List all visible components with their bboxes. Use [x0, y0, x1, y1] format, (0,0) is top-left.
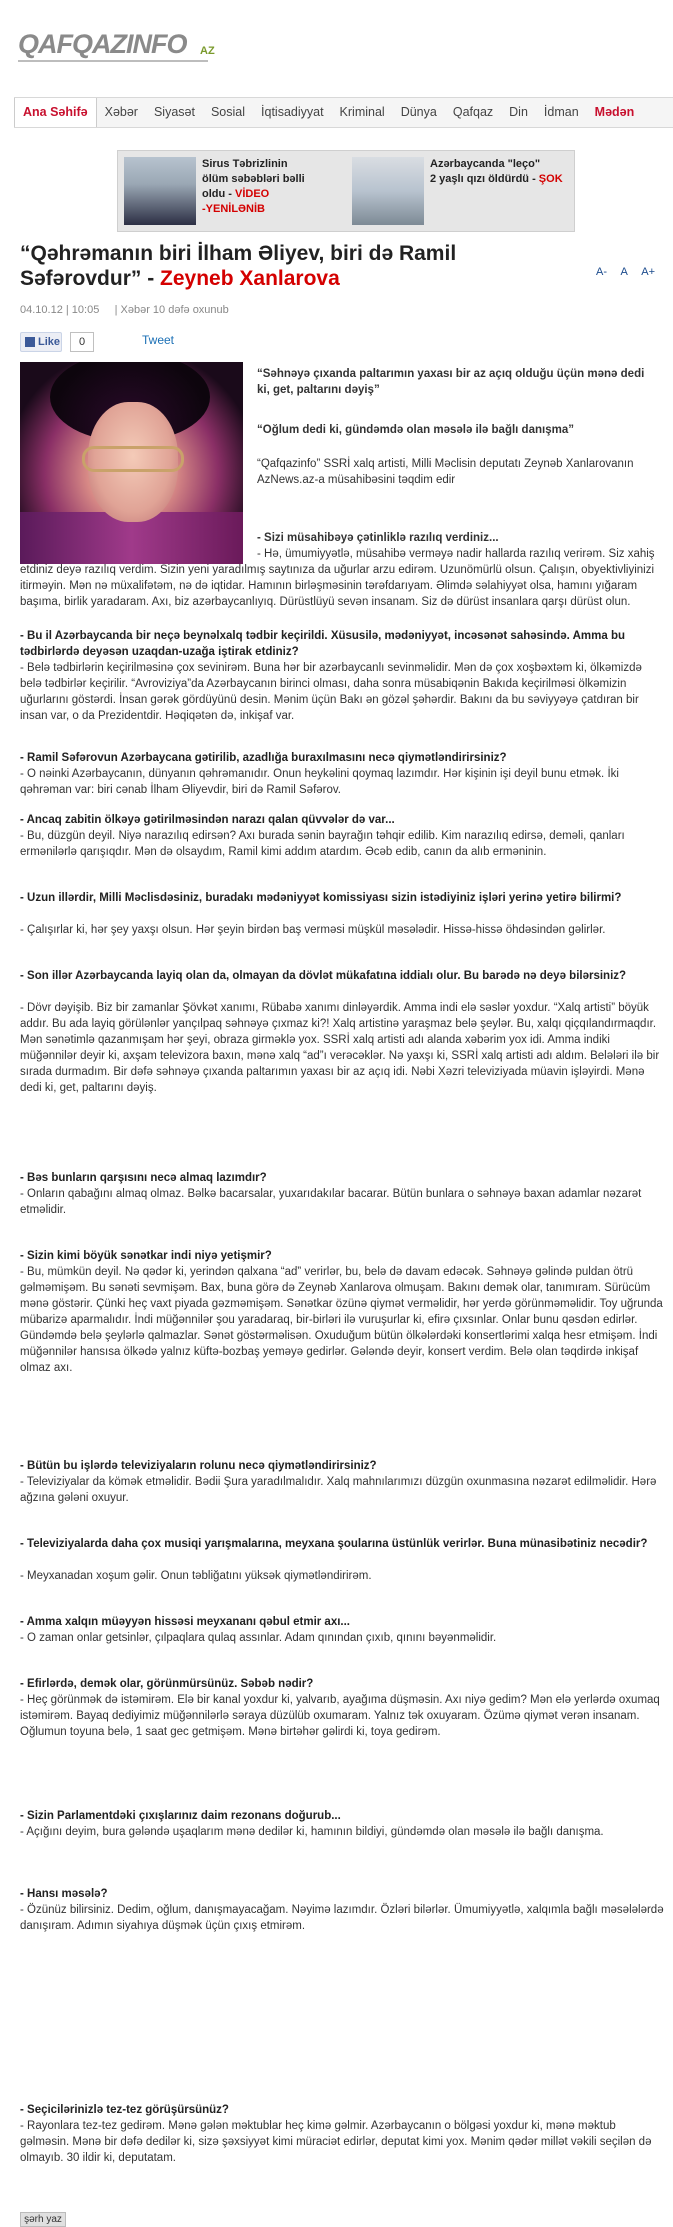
- font-increase-button[interactable]: A+: [641, 266, 656, 278]
- update-tag: -YENİLƏNİB: [202, 203, 265, 215]
- main-navigation: [14, 97, 673, 128]
- banner-news-left[interactable]: [118, 151, 346, 231]
- comment-button[interactable]: şərh yaz: [20, 2212, 66, 2227]
- nav-item-social[interactable]: Sosial: [210, 105, 246, 119]
- nav-item-home[interactable]: Ana Səhifə: [14, 98, 97, 127]
- answer-7: - Onların qabağını almaq olmaz. Bəlkə bacarsalar, yuxarıdakılar bacarar. Bütün bunlara o səhnəyə baxan adamlar nəzarət etməlidir.: [20, 1188, 642, 1216]
- question-6: - Son illər Azərbaycanda layiq olan da, olmayan da dövlət mükafatına iddialı olur. Bu barədə nə deyə bilərsiniz?: [20, 970, 627, 982]
- question-12: - Efirlərdə, demək olar, görünmürsünüz. Səbəb nədir?: [20, 1678, 314, 1690]
- nav-item-culture[interactable]: Mədən: [594, 105, 635, 119]
- question-7: - Bəs bunların qarşısını necə almaq lazımdır?: [20, 1172, 267, 1184]
- photo-glasses: [82, 446, 184, 472]
- article-views: | Xəbər 10 dəfə oxunub: [114, 304, 229, 316]
- shock-tag: ŞOK: [538, 173, 563, 185]
- nav-item-politics[interactable]: Siyasət: [153, 105, 195, 119]
- intro-quote-1: “Səhnəyə çıxanda paltarımın yaxası bir az açıq olduğu üçün mənə dedi ki, get, paltarını dəyiş”: [257, 368, 645, 396]
- facebook-like-button[interactable]: [20, 332, 62, 352]
- answer-10: - Meyxanadan xoşum gəlir. Onun təbliğatını yüksək qiymətləndirirəm.: [20, 1570, 372, 1582]
- question-15: - Seçicilərinizlə tez-tez görüşürsünüz?: [20, 2104, 229, 2116]
- article-title: [20, 241, 580, 291]
- question-11: - Amma xalqın müəyyən hissəsi meyxananı qəbul etmir axı...: [20, 1616, 351, 1628]
- top-news-banner: [117, 150, 575, 232]
- nav-item-caucasus[interactable]: Qafqaz: [452, 105, 494, 119]
- tweet-button[interactable]: Tweet: [142, 333, 175, 347]
- font-decrease-button[interactable]: A-: [596, 266, 607, 278]
- banner-news-right[interactable]: [346, 151, 574, 231]
- banner-thumbnail-left[interactable]: [124, 157, 196, 225]
- logo-text: QAFQAZINFO: [18, 29, 187, 59]
- question-2: - Bu il Azərbaycanda bir neçə beynəlxalq tədbir keçirildi. Xüsusilə, mədəniyyət, incəsənət sahəsində. Amma bu tədbirlərdə deyəsən uzaqdan-uzağa iştirak etdiniz?: [20, 630, 626, 658]
- logo-underline: [18, 60, 208, 62]
- article-meta: [20, 304, 229, 316]
- banner-headline-left[interactable]: [202, 157, 342, 217]
- answer-13: - Açığını deyim, bura gələndə uşaqlarım mənə dedilər ki, hamının bildiyi, gündəmdə olan məsələ ilə bağlı danışma.: [20, 1826, 604, 1838]
- intro-quote-2: “Oğlum dedi ki, gündəmdə olan məsələ ilə bağlı danışma”: [257, 424, 574, 436]
- nav-item-criminal[interactable]: Kriminal: [339, 105, 385, 119]
- nav-item-sport[interactable]: İdman: [543, 105, 579, 119]
- article-date: 04.10.12 | 10:05: [20, 304, 100, 316]
- article-photo: [20, 362, 243, 564]
- banner-left-line1: Sirus Təbrizlinin: [202, 158, 288, 170]
- answer-5: - Çalışırlar ki, hər şey yaxşı olsun. Hər şeyin birdən baş verməsi müşkül məsələdir. Hissə-hissə öhdəsindən gəlirlər.: [20, 924, 606, 936]
- video-tag: VİDEO: [235, 188, 270, 200]
- font-size-tools: [596, 266, 666, 278]
- question-3: - Ramil Səfərovun Azərbaycana gətirilib, azadlığa buraxılmasını necə qiymətləndirirsiniz?: [20, 752, 507, 764]
- nav-item-economy[interactable]: İqtisadiyyat: [261, 105, 324, 119]
- answer-9: - Televiziyalar da kömək etməlidir. Bədii Şura yaradılmalıdır. Xalq mahnılarımızı düzgün oxunmasına nəzarət edilməlidir. Hərə ağzına gələni oxuyur.: [20, 1476, 657, 1504]
- like-count: 0: [70, 332, 94, 352]
- answer-12: - Heç görünmək də istəmirəm. Elə bir kanal yoxdur ki, yalvarıb, ayağıma düşməsin. Axı niyə gedim? Mən elə yerlərdə oxumaq istəmirəm. Bayaq dediyimiz müğənnilərlə səraya düzülüb oxumaram. Yalnız tək oxuyaram. Özümə qiymət verən insanam. Oğlumun toyuna belə, 1 saat gec getmişəm. Mənə birtəhər gəlirdi ki, toya gedirəm.: [20, 1694, 660, 1738]
- nav-item-news[interactable]: Xəbər: [104, 105, 138, 119]
- banner-right-line2: 2 yaşlı qızı öldürdü -: [430, 173, 539, 185]
- question-13: - Sizin Parlamentdəki çıxışlarınız daim rezonans doğurub...: [20, 1810, 341, 1822]
- question-4: - Ancaq zabitin ölkəyə gətirilməsindən narazı qalan qüvvələr də var...: [20, 814, 395, 826]
- nav-item-religion[interactable]: Din: [509, 105, 528, 119]
- question-14: - Hansı məsələ?: [20, 1888, 108, 1900]
- question-9: - Bütün bu işlərdə televiziyaların rolunu necə qiymətləndirirsiniz?: [20, 1460, 377, 1472]
- logo-suffix: AZ: [200, 45, 215, 57]
- answer-14: - Özünüz bilirsiniz. Dedim, oğlum, danışmayacağam. Nəyimə lazımdır. Özləri bilərlər. Ümumiyyətlə, xalqımla bağlı məsələlərdə danışıram. Adımın siyahıya düşmək üçün çıxış etmirəm.: [20, 1904, 664, 1932]
- article-title-text: “Qəhrəmanın biri İlham Əliyev, biri də Ramil Səfərovdur” -: [20, 242, 457, 290]
- like-label: Like: [38, 336, 61, 348]
- answer-2: - Belə tədbirlərin keçirilməsinə çox sevinirəm. Buna hər bir azərbaycanlı sevinməlidir. Mən də çox xoşbəxtəm ki, ölkəmizdə belə tədbirlər keçirilir. “Avroviziya”da Azərbaycanın birinci olması, daha sonra müsabiqənin Bakıda keçirilməsi ölkəmizin uğurlarını göstərdi. İnsan gərək gördüyünü desin. Mənim üçün Bakı ən gözəl şəhərdir. Bakını da bu səviyyəyə çatdıran bir insan var, o da Prezidentdir. Həqiqətən də, inkişaf var.: [20, 662, 642, 722]
- article-author: Zeyneb Xanlarova: [160, 267, 340, 290]
- nav-item-world[interactable]: Dünya: [400, 105, 437, 119]
- answer-1: - Hə, ümumiyyətlə, müsahibə verməyə nadir hallarda razılıq verirəm. Siz xahiş etdiniz deyə razılıq verdim. Sizin yeni yaradılmış saytınıza da uğurlar arzu edirəm. Uzunömürlü olsun. Çalışın, obyektivliyinizi itirməyin. Mən nə müxalifətəm, nə də iqtidar. Hamının birləşməsinin tərəfdarıyam. Əlimdə səlahiyyət olsa, hamını yığaram başıma, birlik yaradaram. Axı, biz azərbaycanlıyıq. Dürüstlüyü sevən insanam. Siz də dürüst insanlara qarşı dürüst olun.: [20, 548, 655, 608]
- answer-4: - Bu, düzgün deyil. Niyə narazılıq edirsən? Axı burada sənin bayrağın təhqir edilib. Kim narazılıq edirsə, deməli, qanları ermənilərlə qarışıqdır. Mən də olsaydım, Ramil kimi addım atardım. Əcəb edib, canın da alıb erməninin.: [20, 830, 625, 858]
- font-reset-button[interactable]: A: [620, 266, 628, 278]
- intro-text: “Qafqazinfo” SSRİ xalq artisti, Milli Məclisin deputatı Zeynəb Xanlarovanın AzNews.az-a müsahibəsini təqdim edir: [257, 458, 634, 486]
- answer-8: - Bu, mümkün deyil. Nə qədər ki, yerindən qalxana “ad” verirlər, bu, belə də davam edəcək. Səhnəyə gəlində puldan ötrü gəlməmişəm. Bu sənəti sevmişəm. Bax, buna görə də Zeynəb Xanlarova olmuşam. Bakını demək olar, tanımıram. Sürücüm mənə göstərir. Çünki heç vaxt piyada gəzməmişəm. Sənətkar özünə qiymət verməlidir, hər yerdə görünməməlidir. Toy uğrunda mübarizə aparmalıdır. İndi müğənnilər şou yaradaraq, bir-birləri ilə vuruşurlar ki, efirə çıxsınlar. Onlar bunu qəsdən edirlər. Gündəmdə belə şeylərlə qalmazlar. Sənət göstərməlisən. Oxuduğum bütün ölkələrdəki konsertlərimi xalqa hesr etmişəm. İndi müğənnilər hansısa ölkədə yalnız küftə-bozbaş yeməyə gedirlər. Gələndə deyir, konsert verdim. Belə olan təqdirdə inkişaf olmaz axı.: [20, 1266, 663, 1374]
- banner-thumbnail-right[interactable]: [352, 157, 424, 225]
- question-5: - Uzun illərdir, Milli Məclisdəsiniz, buradakı mədəniyyət komissiyası sizin istədiyiniz işləri yerinə yetirə bilirmi?: [20, 892, 622, 904]
- question-1: - Sizi müsahibəyə çətinliklə razılıq verdiniz...: [257, 532, 499, 544]
- banner-left-line2: ölüm səbəbləri bəlli: [202, 173, 305, 185]
- question-8: - Sizin kimi böyük sənətkar indi niyə yetişmir?: [20, 1250, 272, 1262]
- answer-6: - Dövr dəyişib. Biz bir zamanlar Şövkət xanımı, Rübabə xanımı dinləyərdik. Amma indi elə səslər yoxdur. “Xalq artisti” böyük addır. Bu ada layiq görülənlər yançılpaq səhnəyə çıxmaz ki?! Xalq artistinə yaraşmaz belə şeylər. Bu, xalqı qiçqılandırmaqdır. Mən sənətimlə qazanmışam hər şeyi, obraza girməklə yox. SSRİ xalq artisti adı alanda xəbərim yox idi. Amma indiki müğənnilər deyir ki, axşam televizora baxın, mənə xalq “ad”ı verəcəklər. Nə yaxşı ki, SSRİ xalq artisti adı aldım. Belələri ilə bir sırada durmadım. Bir dəfə səhnəyə çıxanda paltarımın yaxası bir az açıq idi. Nəbi Xəzri televiziyada müavin işləyirdi. Mənə dedi ki, get, paltarını dəyiş.: [20, 1002, 660, 1094]
- banner-left-line3: oldu -: [202, 188, 235, 200]
- site-logo[interactable]: [18, 24, 228, 64]
- banner-headline-right[interactable]: [430, 157, 570, 187]
- answer-15: - Rayonlara tez-tez gedirəm. Mənə gələn məktublar heç kimə gəlmir. Azərbaycanın o bölgəsi yoxdur ki, mənə məktub gəlməsin. Mənə bir dəfə dedilər ki, sizə şəxsiyyət kimi müraciət edirlər, deputat kimi yox. Mənim qədər millət vəkili seçilən də olmayıb. 30 ildir ki, deputatam.: [20, 2120, 652, 2164]
- answer-3: - O nəinki Azərbaycanın, dünyanın qəhrəmanıdır. Onun heykəlini qoymaq lazımdır. Hər kişinin işi deyil bunu etmək. İki qəhrəman var: biri cənab İlham Əliyevdir, biri də Ramil Səfərov.: [20, 768, 619, 796]
- facebook-icon: [25, 337, 35, 347]
- question-10: - Televiziyalarda daha çox musiqi yarışmalarına, meyxana şoularına üstünlük verirlər. Buna münasibətiniz necədir?: [20, 1538, 648, 1550]
- banner-right-line1: Azərbaycanda "leço": [430, 158, 541, 170]
- answer-11: - O zaman onlar getsinlər, çılpaqlara qulaq assınlar. Adam qınından çıxıb, qınını bəyənməlidir.: [20, 1632, 497, 1644]
